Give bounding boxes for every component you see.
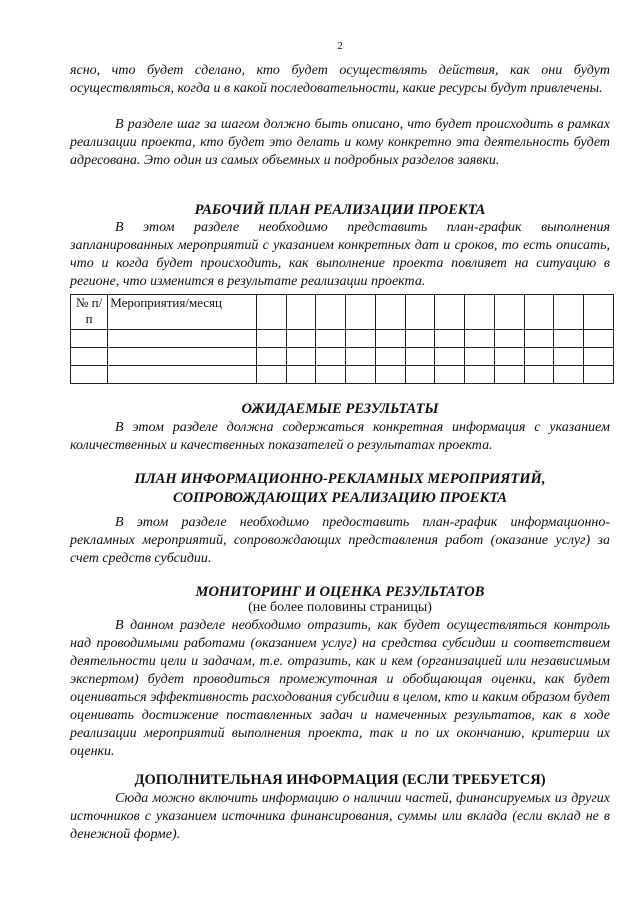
info-plan-heading-line-1: ПЛАН ИНФОРМАЦИОННО-РЕКЛАМНЫХ МЕРОПРИЯТИЙ,	[134, 471, 546, 487]
month-cell	[286, 295, 316, 330]
month-cell	[256, 295, 286, 330]
table-cell	[71, 348, 108, 366]
col-number-header: № п/п	[71, 295, 108, 330]
info-plan-text: В этом разделе необходимо предоставить план-график информационно-рекламных мероприятий, сопровождающих представления работ (оказание услуг) за счет средств субсидии.	[70, 515, 610, 566]
month-cell	[346, 295, 376, 330]
month-cell	[405, 295, 435, 330]
table-row	[71, 330, 614, 348]
col-event-header: Мероприятия/месяц	[108, 295, 257, 330]
table-cell	[71, 330, 108, 348]
info-plan-heading-line-2: СОПРОВОЖДАЮЩИХ РЕАЛИЗАЦИЮ ПРОЕКТА	[172, 490, 508, 506]
table-cell	[108, 348, 257, 366]
page-number: 2	[337, 40, 343, 52]
additional-info-heading: ДОПОЛНИТЕЛЬНАЯ ИНФОРМАЦИЯ (ЕСЛИ ТРЕБУЕТСЯ)	[134, 772, 546, 788]
table-cell	[108, 330, 257, 348]
work-plan-paragraph	[70, 219, 610, 291]
info-plan-paragraph	[70, 514, 610, 568]
work-plan-text: В этом разделе необходимо представить план-график выполнения запланированных мероприятий с указанием конкретных дат и сроков, то есть описать, что и когда будет происходить, как выполнение проекта повлияет на ситуацию в регионе, что изменится в результате реализации проекта.	[70, 220, 610, 289]
additional-info-text: Сюда можно включить информацию о наличии частей, финансируемых из других источников с указанием источника финансирования, суммы или вклада (если вклад не в денежной форме).	[70, 791, 610, 842]
table-row	[71, 366, 614, 384]
month-cell	[316, 295, 346, 330]
month-cell	[584, 295, 614, 330]
intro-paragraph-1: ясно, что будет сделано, кто будет осуществлять действия, как они будут осуществляться, когда и в какой последовательности, какие ресурсы будут привлечены.	[70, 63, 610, 96]
expected-results-text: В этом разделе должна содержаться конкретная информация с указанием количественных и качественных показателей о результатах проекта.	[70, 420, 610, 453]
work-plan-table	[70, 294, 614, 384]
monitoring-subheading: (не более половины страницы)	[248, 600, 432, 615]
month-cell	[435, 295, 465, 330]
additional-info-paragraph	[70, 790, 610, 844]
month-cell	[375, 295, 405, 330]
monitoring-heading: МОНИТОРИНГ И ОЦЕНКА РЕЗУЛЬТАТОВ	[195, 584, 485, 600]
work-plan-heading: РАБОЧИЙ ПЛАН РЕАЛИЗАЦИИ ПРОЕКТА	[194, 202, 486, 218]
monitoring-text: В данном разделе необходимо отразить, как будет осуществляться контроль над проводимыми работами (оказанием услуг) на средства субсидии и соответствием деятельности цели и задачам, т.е. отразить, как и кем (организацией или независимым экспертом) будет проводиться промежуточная и обобщающая оценки, как будет оцениваться эффективность расходования субсидии в целом, кто и каким образом будет оценивать достижение поставленных задач и намеченных результатов, как в ходе реализации мероприятий выполнения проекта, так и по их окончанию, критерии их оценки.	[70, 618, 610, 759]
intro-paragraph-2-text: В разделе шаг за шагом должно быть описано, что будет происходить в рамках реализации проекта, кто будет это делать и кому конкретно эта деятельность будет адресована. Это один из самых объемных и подробных разделов заявки.	[70, 117, 610, 168]
expected-results-paragraph	[70, 419, 610, 455]
month-cell	[494, 295, 524, 330]
table-row	[71, 348, 614, 366]
table-cell	[71, 366, 108, 384]
intro-paragraph-2	[70, 116, 610, 170]
month-cell	[524, 295, 554, 330]
expected-results-heading: ОЖИДАЕМЫЕ РЕЗУЛЬТАТЫ	[241, 401, 439, 417]
monitoring-paragraph	[70, 617, 610, 761]
month-cell	[554, 295, 584, 330]
month-cell	[465, 295, 495, 330]
table-cell	[108, 366, 257, 384]
table-header-row	[71, 295, 614, 330]
